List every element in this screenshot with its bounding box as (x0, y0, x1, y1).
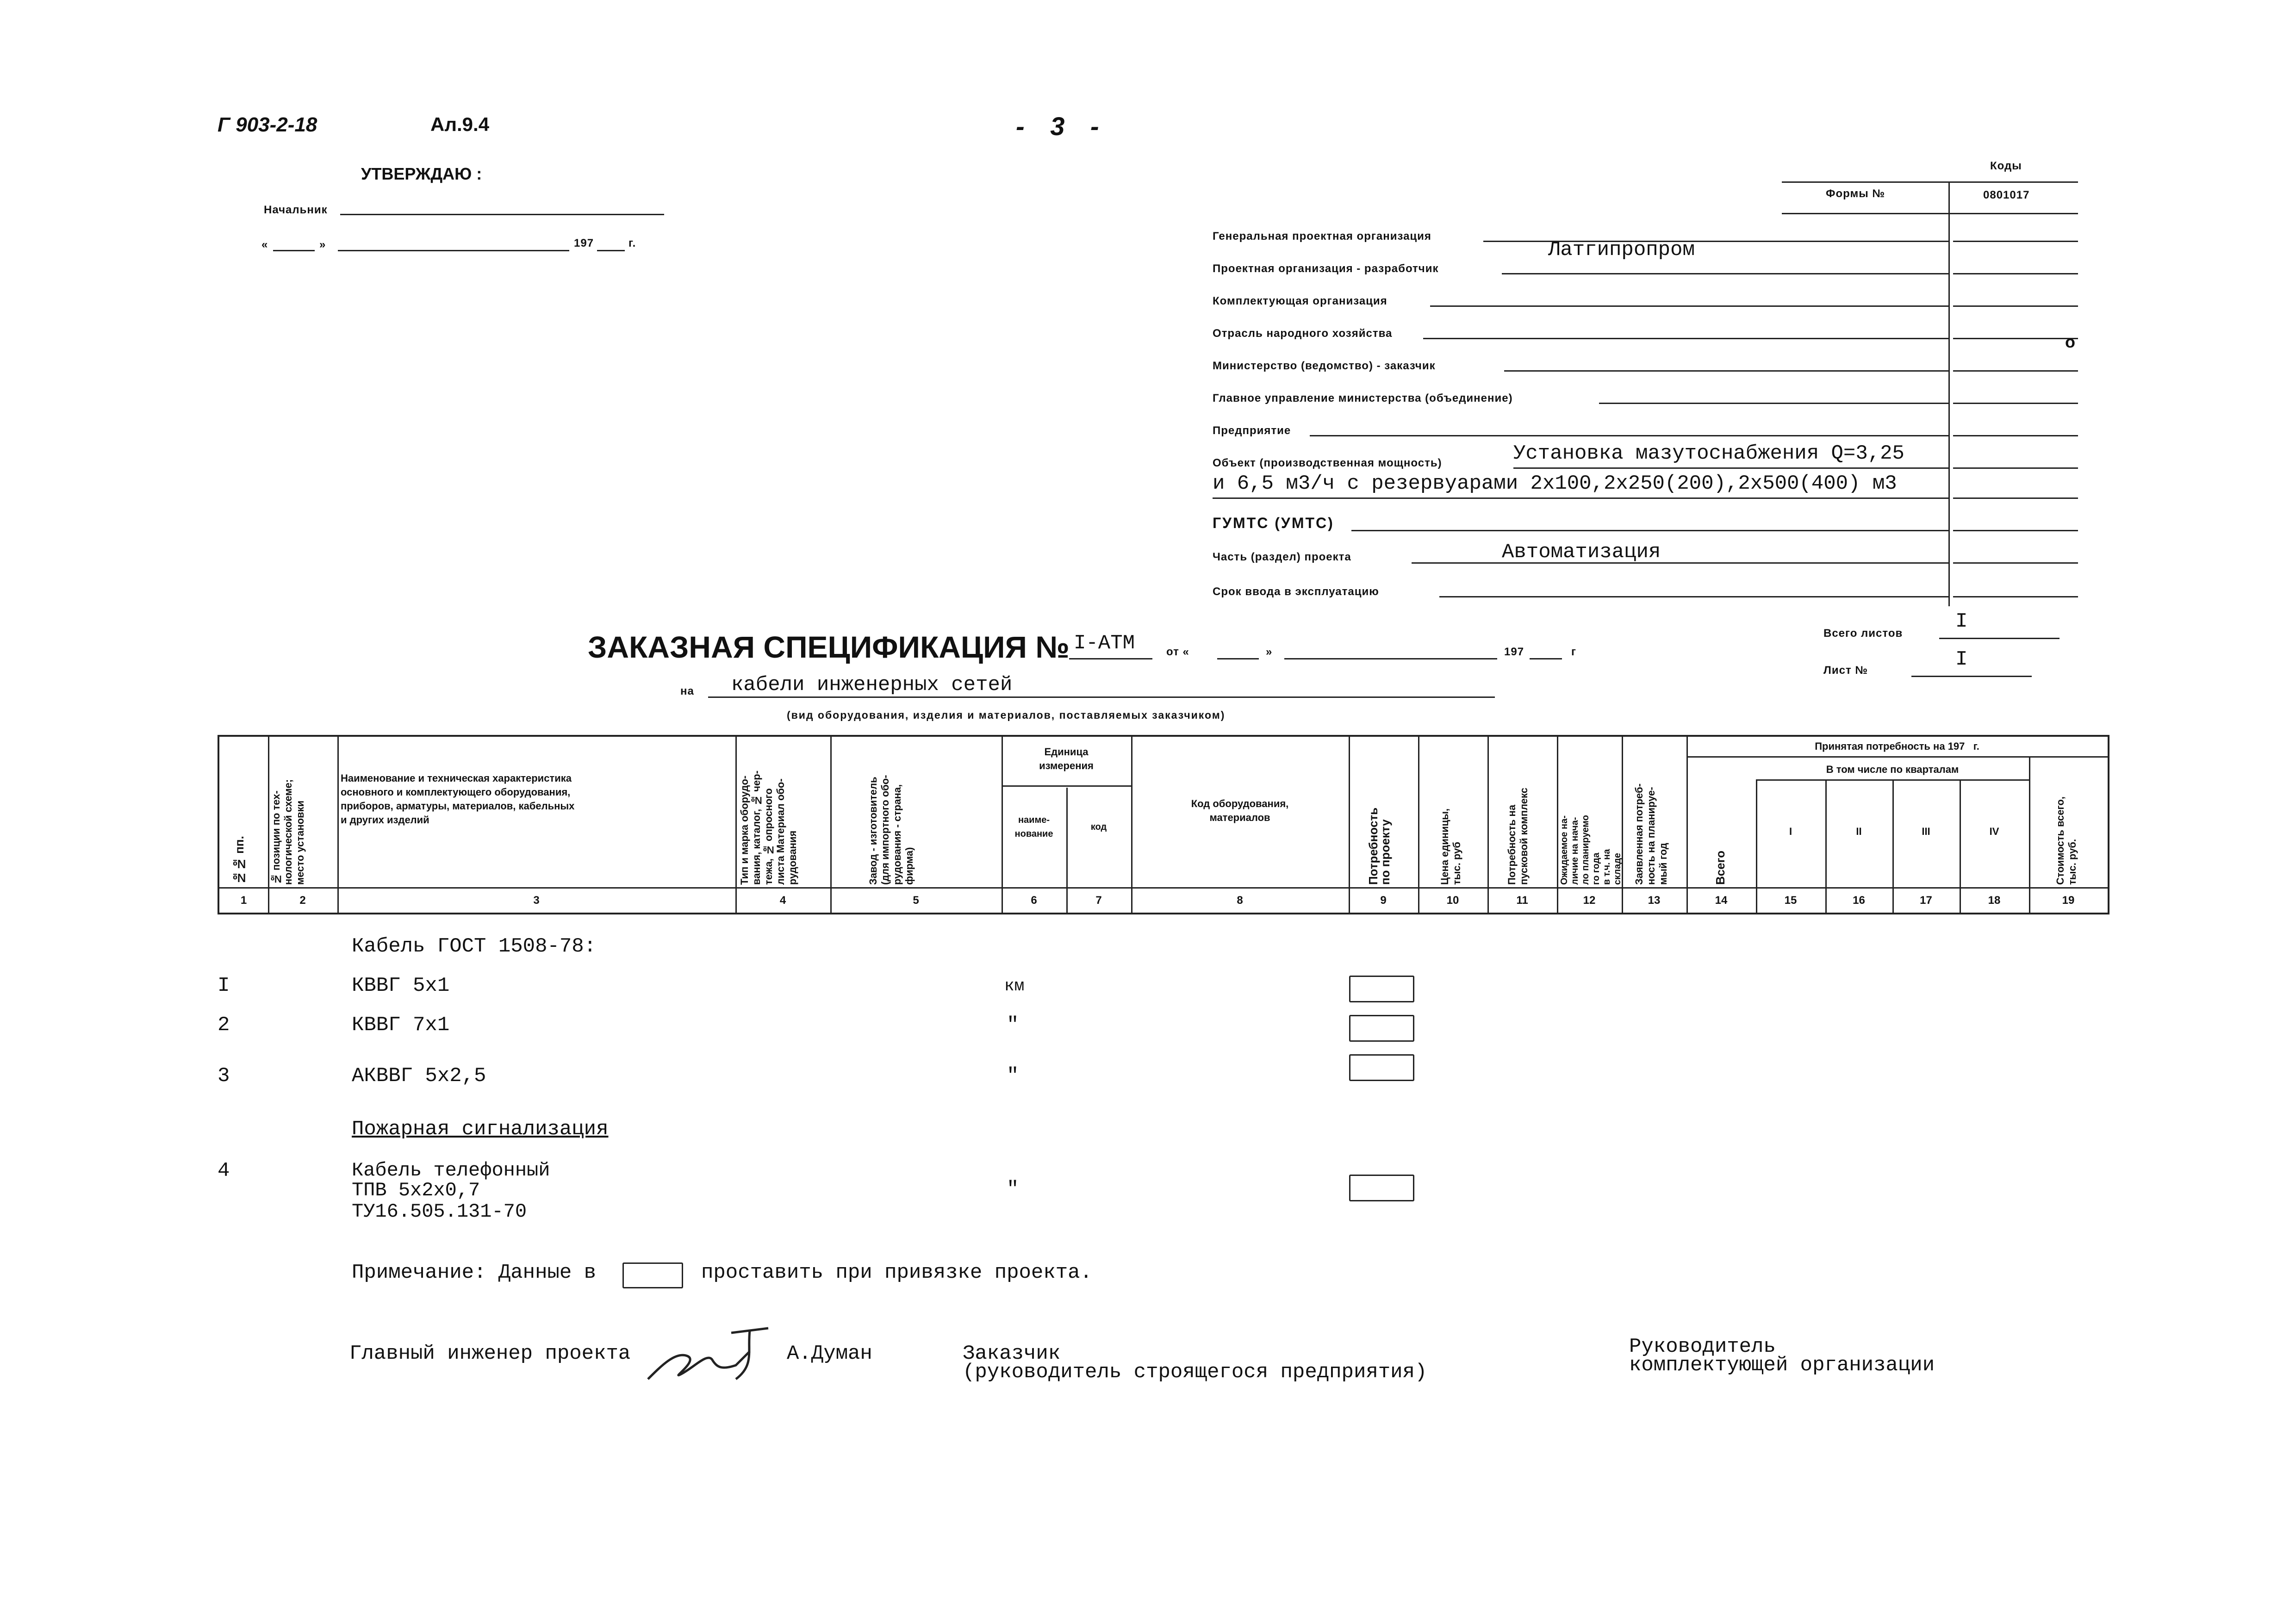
codes-row-line-1 (1782, 213, 2078, 214)
col-number: 14 (1715, 894, 1728, 907)
sheet-label: Лист № (1823, 664, 1868, 677)
term-line (1439, 596, 1948, 597)
object-code-line-1 (1953, 467, 2078, 469)
completing-org-line (1430, 305, 1948, 307)
header-col-6: наиме- нование (1014, 815, 1053, 839)
col-border-4 (735, 737, 737, 913)
approve-head-line (340, 214, 664, 215)
col-number: 7 (1095, 894, 1102, 907)
row-name: КВВГ 7х1 (352, 1014, 450, 1037)
group-title-fire-alarm: Пожарная сигнализация (352, 1118, 609, 1141)
term-label: Срок ввода в эксплуатацию (1213, 585, 1379, 598)
approve-year-prefix: 197 (574, 237, 594, 249)
enterprise-code-line (1953, 435, 2078, 436)
quantity-box[interactable] (1349, 1054, 1414, 1081)
header-quarters: В том числе по кварталам (1826, 764, 1959, 775)
approve-head-label: Начальник (264, 204, 328, 216)
ministry-line (1504, 370, 1948, 372)
main-dept-label: Главное управление министерства (объединение) (1213, 392, 1513, 404)
header-accepted: Принятая потребность на 197 г. (1815, 740, 1979, 752)
sheet-line (1911, 676, 2032, 677)
object-line-1 (1513, 467, 1948, 469)
object-code-line-2 (1953, 497, 2078, 499)
quantity-box[interactable] (1349, 1175, 1414, 1201)
ministry-label: Министерство (ведомство) - заказчик (1213, 360, 1436, 372)
header-col-9: Потребность по проекту (1366, 807, 1392, 885)
col-border-8 (1131, 737, 1132, 913)
customer-line-1: Заказчик (963, 1342, 1061, 1365)
col-number: 9 (1380, 894, 1387, 907)
row-name-line-2: ТПВ 5х2х0,7 (352, 1179, 480, 1201)
col-number: 17 (1920, 894, 1932, 907)
design-org-code-line (1953, 273, 2078, 274)
header-col-13: Заявленная потреб- ность на планируе- мый год (1633, 783, 1669, 885)
form-code: 0801017 (1983, 189, 2030, 201)
header-col-12: Ожидаемое на- личие на нача- ло планируемо го года в т.ч. на складе (1559, 815, 1623, 885)
completing-org-code-line (1953, 305, 2078, 307)
chief-engineer-name: А.Думан (787, 1342, 872, 1365)
col-number-separator (219, 887, 2108, 889)
industry-line (1423, 338, 1948, 339)
approve-year-line (597, 250, 625, 251)
header-col-11: Потребность на пусковой комплекс (1506, 788, 1530, 885)
note-sample-box (622, 1262, 683, 1288)
supplier-line-2: комплектующей организации (1629, 1354, 1935, 1377)
approve-date-close: » (319, 238, 326, 251)
col-border-18 (1960, 781, 1961, 913)
total-sheets-line (1939, 638, 2060, 639)
col-border-19 (2029, 758, 2030, 913)
design-org-value: Латгипропром (1548, 238, 1695, 261)
note-suffix: проставить при привязке проекта. (701, 1261, 1092, 1284)
industry-code-line (1953, 338, 2078, 339)
col-border-2 (268, 737, 269, 913)
col-number: 16 (1853, 894, 1865, 907)
object-value-line-2: и 6,5 м3/ч с резервуарами 2х100,2х250(200),2х500(400) м3 (1213, 472, 1897, 495)
col-number: 19 (2062, 894, 2075, 907)
row-number: 4 (218, 1159, 230, 1182)
supplier-line-1: Руководитель (1629, 1335, 1776, 1358)
term-code-line (1953, 596, 2078, 597)
row-number: 3 (218, 1064, 230, 1088)
spec-from-day-line (1217, 658, 1259, 659)
part-value: Автоматизация (1502, 541, 1661, 564)
page-number: - 3 - (1016, 112, 1108, 141)
part-line (1412, 562, 1948, 564)
col-number: 5 (913, 894, 919, 907)
group-title-cable: Кабель ГОСТ 1508-78: (352, 935, 597, 958)
gumts-label: ГУМТС (УМТС) (1213, 515, 1334, 531)
col-number: 11 (1516, 894, 1528, 907)
col-border-12 (1557, 737, 1558, 913)
header-unit: Единица измерения (1039, 746, 1094, 771)
form-label: Формы № (1826, 187, 1885, 200)
album-number: Ал.9.4 (430, 113, 490, 135)
enterprise-line (1310, 435, 1948, 436)
col-number: 3 (533, 894, 540, 907)
accepted-subheader-line (1686, 756, 2108, 758)
object-label: Объект (производственная мощность) (1213, 457, 1442, 469)
total-sheets-label: Всего листов (1823, 627, 1903, 640)
header-col-10: Цена единицы, тыс. руб (1439, 808, 1462, 885)
col-number: 13 (1648, 894, 1661, 907)
header-col-8: Код оборудования, материалов (1191, 798, 1289, 823)
col-border-14 (1686, 737, 1688, 913)
enterprise-label: Предприятие (1213, 424, 1291, 437)
col-number: 6 (1031, 894, 1037, 907)
spec-number-line (1069, 658, 1152, 659)
chief-engineer-label: Главный инженер проекта (349, 1342, 631, 1365)
spec-number: I-АТМ (1074, 632, 1135, 655)
row-name-line-3: ТУ16.505.131-70 (352, 1200, 527, 1223)
main-dept-line (1599, 403, 1948, 404)
row-unit: " (1007, 1064, 1019, 1088)
approve-month-line (338, 250, 569, 251)
row-name: КВВГ 5х1 (352, 974, 450, 997)
sheet-value: I (1955, 648, 1968, 671)
ministry-code-line (1953, 370, 2078, 372)
design-org-label: Проектная организация - разработчик (1213, 262, 1439, 275)
col-number: 15 (1784, 894, 1797, 907)
codes-title: Коды (1990, 160, 2022, 172)
approve-title: УТВЕРЖДАЮ : (361, 164, 482, 183)
header-col-1: №№ пп. (232, 836, 246, 885)
gumts-line (1351, 530, 1948, 531)
header-col-4: Тип и марка оборудо- вания, каталог, № чер- тежа, № опросного листа Материал обо- рудования (739, 770, 798, 885)
doc-code: Г 903-2-18 (218, 113, 317, 136)
header-col-7: код (1090, 822, 1107, 832)
spec-subject-line (708, 696, 1495, 698)
row-unit: " (1007, 1014, 1019, 1037)
header-col-3: Наименование и техническая характеристика основного и комплектующего оборудования, приборов, арматуры, материалов, кабельных и других изделий (341, 772, 575, 826)
spec-from-close: » (1266, 646, 1273, 658)
col-number: 18 (1988, 894, 2001, 907)
col-border-17 (1892, 781, 1894, 913)
spec-year-line (1530, 658, 1562, 659)
row-name: Кабель телефонный (352, 1159, 550, 1181)
col-border-15 (1756, 781, 1757, 913)
header-col-14: Всего (1713, 850, 1727, 885)
row-unit: км (1004, 976, 1025, 995)
approve-day-line (273, 250, 315, 251)
spec-from-month-line (1284, 658, 1497, 659)
col-border-3 (337, 737, 339, 913)
col-number: 1 (240, 894, 247, 907)
spec-table-header (218, 735, 2109, 914)
row-name: АКВВГ 5х2,5 (352, 1064, 486, 1088)
spec-year-prefix: 197 (1504, 646, 1524, 658)
general-org-label: Генеральная проектная организация (1213, 230, 1431, 243)
quarters-subheader-line (1756, 779, 2029, 781)
col-number: 4 (779, 894, 786, 907)
col-border-9 (1349, 737, 1350, 913)
header-col-19: Стоимость всего, тыс. руб. (2054, 796, 2078, 885)
part-code-line (1953, 562, 2078, 564)
header-col-16: II (1856, 826, 1862, 837)
approve-date-open: « (261, 238, 268, 251)
spec-on-label: на (680, 685, 694, 697)
header-col-18: IV (1989, 826, 1999, 837)
gumts-code-line (1953, 530, 2078, 531)
object-line-2 (1213, 497, 1948, 499)
row-number: 2 (218, 1014, 230, 1037)
note-prefix: Примечание: Данные в (352, 1261, 597, 1284)
quantity-box[interactable] (1349, 1015, 1414, 1042)
design-org-line (1502, 273, 1948, 274)
industry-label: Отрасль народного хозяйства (1213, 327, 1393, 340)
total-sheets-value: I (1955, 610, 1968, 633)
spec-title: ЗАКАЗНАЯ СПЕЦИФИКАЦИЯ № (588, 630, 1070, 664)
customer-line-2: (руководитель строящегося предприятия) (963, 1361, 1427, 1384)
main-dept-code-line (1953, 403, 2078, 404)
ministry-mark-symbol: о (2065, 332, 2075, 351)
spec-subject-caption: (вид оборудования, изделия и материалов, поставляемых заказчиком) (787, 709, 1226, 721)
spec-subject: кабели инженерных сетей (731, 673, 1013, 696)
header-col-5: Завод - изготовитель (для импортного обо- рудования - страна, фирма) (867, 775, 915, 885)
header-col-15: I (1789, 826, 1792, 837)
signature-scribble (643, 1324, 773, 1393)
part-label: Часть (раздел) проекта (1213, 551, 1351, 563)
col-border-11 (1487, 737, 1489, 913)
col-number: 10 (1446, 894, 1459, 907)
general-org-code-line (1953, 241, 2078, 242)
col-border-5 (830, 737, 832, 913)
row-number: I (218, 974, 230, 997)
approve-year-suffix: г. (628, 237, 636, 249)
header-col-17: III (1922, 826, 1930, 837)
col-number: 8 (1237, 894, 1243, 907)
completing-org-label: Комплектующая организация (1213, 295, 1388, 307)
codes-top-line (1782, 181, 2078, 183)
quantity-box[interactable] (1349, 976, 1414, 1002)
col-border-16 (1825, 781, 1827, 913)
object-value-line-1: Установка мазутоснабжения Q=3,25 (1513, 442, 1904, 465)
row-unit: " (1007, 1178, 1019, 1201)
unit-subheader-line (1002, 785, 1131, 787)
col-number: 2 (299, 894, 306, 907)
col-border-10 (1418, 737, 1419, 913)
header-col-2: № позиции по тех- нологической схеме; место установки (270, 779, 306, 885)
spec-year-suffix: г (1571, 646, 1576, 658)
col-number: 12 (1583, 894, 1596, 907)
spec-from-label: от « (1166, 646, 1189, 658)
codes-divider (1948, 183, 1950, 606)
